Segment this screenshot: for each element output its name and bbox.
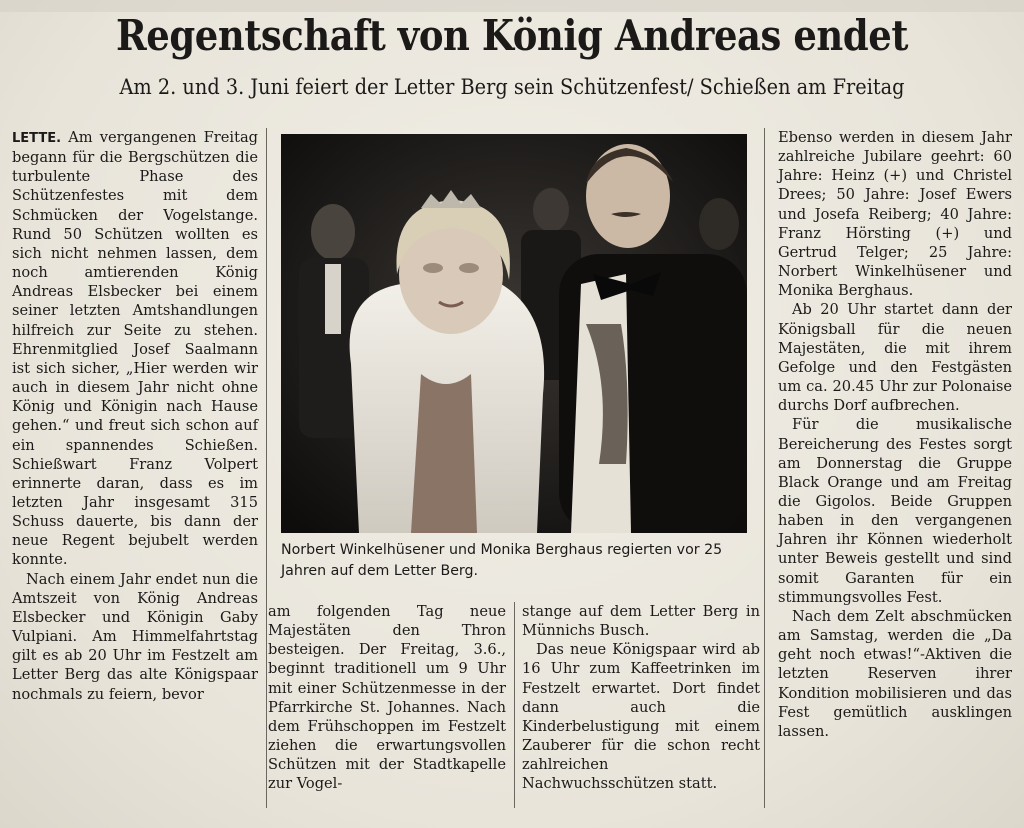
- column3-paragraph-2: Das neue Königspaar wird ab 16 Uhr zum Kaffeetrinken im Festzelt erwartet. Dort findet dann auch die Kinderbelustigung mit einem Zauberer für die schon recht zahlreichen Nachwuchsschützen statt.: [522, 641, 760, 793]
- column4-paragraph-1: Ebenso werden in diesem Jahr zahlreiche Jubilare geehrt: 60 Jahre: Heinz (+) und Christel Drees; 50 Jahre: Josef Ewers und Josefa Reiberg; 40 Jahre: Franz Hörsting (+) und Gertrud Telger; 25 Jahre: Norbert Winkelhüsener und Monika Berghaus.: [778, 129, 1012, 300]
- article-column-1: [12, 128, 258, 704]
- article-column-2: [268, 602, 506, 794]
- column2-paragraph-1: am folgenden Tag neue Majestäten den Thron besteigen. Der Freitag, 3.6., beginnt traditionell um 9 Uhr mit einer Schützenmesse in der Pfarrkirche St. Johannes. Nach dem Frühschoppen im Festzelt ziehen die erwartungsvollen Schützen mit der Stadtkapelle zur Vogel-: [268, 603, 506, 793]
- column4-paragraph-2: Ab 20 Uhr startet dann der Königsball für die neuen Majestäten, die mit ihrem Gefolge und den Festgästen um ca. 20.45 Uhr zur Polonaise durchs Dorf aufbrechen.: [778, 301, 1012, 415]
- article-column-4: [778, 128, 1012, 741]
- photo-royal-couple: [281, 134, 747, 533]
- column4-paragraph-4: Nach dem Zelt abschmücken am Samstag, werden die „Da geht noch etwas!“-Aktiven die letzten Reserven ihrer Kondition mobilisieren und das Fest gemütlich ausklingen lassen.: [778, 607, 1012, 740]
- column-rule-2: [514, 602, 515, 808]
- column4-paragraph-3: Für die musikalische Bereicherung des Festes sorgt am Donnerstag die Gruppe Black Orange und am Freitag die Gigolos. Beide Gruppen haben in den vergangenen Jahren ihr Können wiederholt unter Beweis gestellt und sind somit Garanten für ein stimmungsvolles Fest.: [778, 416, 1012, 606]
- column-rule-1: [266, 128, 267, 808]
- column3-paragraph-1: stange auf dem Letter Berg in Münnichs Busch.: [522, 603, 760, 640]
- dateline: LETTE.: [12, 131, 62, 146]
- column1-text-1: Am vergangenen Freitag begann für die Bergschützen die turbulente Phase des Schützenfestes mit dem Schmücken der Vogelstange. Rund 50 Schützen wollten es sich nicht nehmen lassen, dem noch amtierenden König Andreas Elsbecker bei einem seiner letzten Amtshandlungen hilfreich zur Seite zu stehen. Ehrenmitglied Josef Saalmann ist sich sicher, „Hier werden wir auch in diesem Jahr nicht ohne König und Königin nach Hause gehen.“ und freut sich schon auf ein spannendes Schießen. Schießwart Franz Volpert erinnerte daran, dass es im letzten Jahr insgesamt 315 Schuss dauerte, bis dann der neue Regent bejubelt werden konnte.: [12, 129, 258, 569]
- column-rule-3: [764, 128, 765, 808]
- column1-paragraph-1: [12, 128, 258, 570]
- photo-caption: Norbert Winkelhüsener und Monika Berghaus regierten vor 25 Jahren auf dem Letter Berg.: [281, 542, 723, 579]
- subheadline: Am 2. und 3. Juni feiert der Letter Berg sein Schützenfest/ Schießen am Freitag: [119, 75, 905, 99]
- headline: Regentschaft von König Andreas endet: [116, 11, 908, 60]
- column1-paragraph-2: Nach einem Jahr endet nun die Amtszeit von König Andreas Elsbecker und Königin Gaby Vulpiani. Am Himmelfahrtstag gilt es ab 20 Uhr im Festzelt am Letter Berg das alte Königspaar nochmals zu feiern, bevor: [12, 570, 258, 703]
- article-column-3: [522, 602, 760, 794]
- news-photo: [281, 134, 747, 533]
